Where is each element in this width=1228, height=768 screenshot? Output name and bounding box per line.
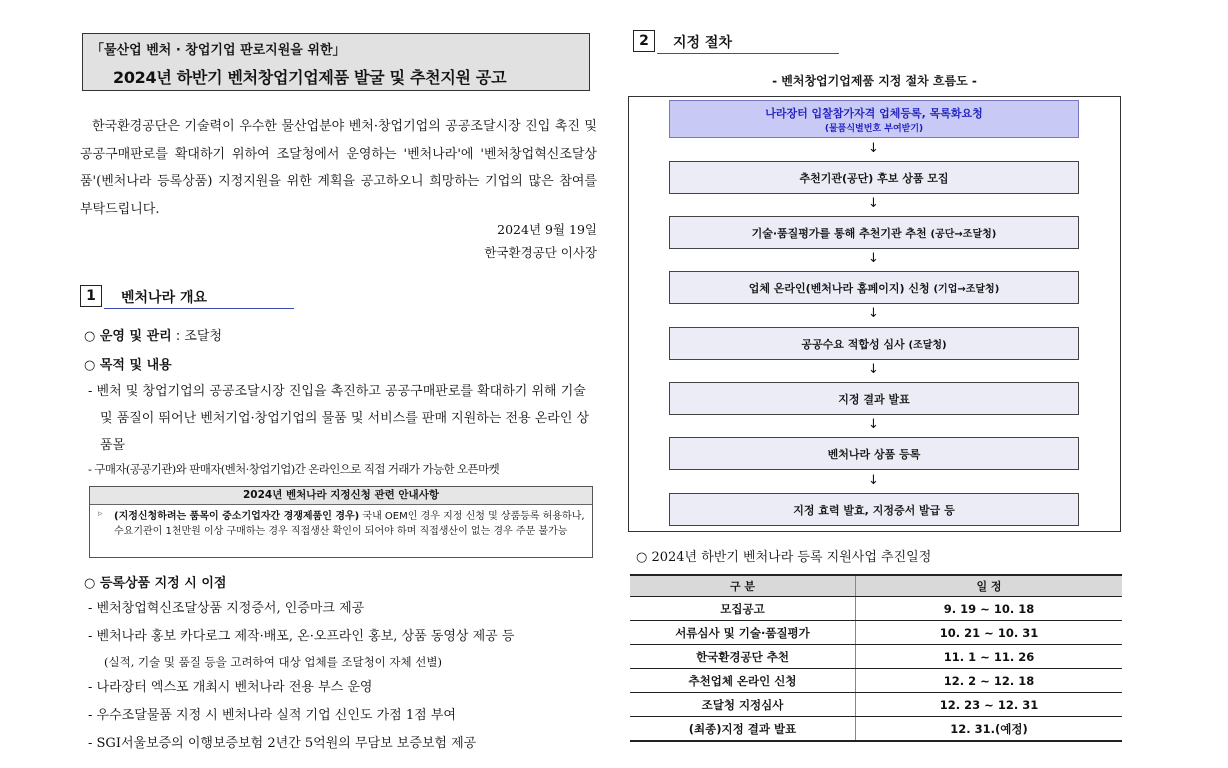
purpose-label: ○ 목적 및 내용 [84, 358, 172, 373]
schedule-header-period: 일 정 [856, 575, 1123, 597]
flow-step-2 [669, 161, 1079, 194]
flow-arrow-icon: ↓ [868, 251, 879, 266]
flow-step-8 [669, 493, 1079, 526]
schedule-header-row [630, 575, 1122, 597]
section-2-underline [657, 53, 839, 54]
flow-step-6-label: 지정 결과 발표 [838, 392, 910, 406]
flow-step-5-text [670, 336, 1078, 352]
flow-step-3-sublabel: (공단→조달청) [930, 228, 997, 240]
schedule-period: 11. 1 ~ 11. 26 [856, 645, 1123, 669]
benefit-item-4: - 우수조달물품 지정 시 벤처나라 실적 기업 신인도 가점 1점 부여 [88, 708, 456, 723]
announcement-date: 2024년 9월 19일 [497, 222, 597, 237]
purpose-item-2: - 구매자(공공기관)와 판매자(벤처·창업기업)간 온라인으로 직접 거래가 가능한 오픈마켓 [88, 462, 500, 476]
table-row [630, 597, 1122, 621]
flow-step-4-text [670, 280, 1078, 296]
flow-step-4-sublabel: (기업→조달청) [933, 283, 1000, 295]
schedule-category: 추천업체 온라인 신청 [630, 669, 856, 693]
schedule-period: 12. 2 ~ 12. 18 [856, 669, 1123, 693]
operation-label: ○ 운영 및 관리 [84, 329, 172, 344]
flow-step-1 [669, 100, 1079, 138]
purpose-item-1: - 벤처 및 창업기업의 공공조달시장 진입을 촉진하고 공공구매판로를 확대하기 위해 기술 및 품질이 뛰어난 벤처기업·창업기업의 물품 및 서비스를 판매 지원하는 전용 온라인 상품몰 [88, 384, 590, 453]
schedule-period: 9. 19 ~ 10. 18 [856, 597, 1123, 621]
section-2-number: 2 [633, 30, 655, 52]
flow-arrow-icon: ↓ [868, 362, 879, 377]
schedule-category: 조달청 지정심사 [630, 693, 856, 717]
section-2-title: 지정 절차 [673, 35, 732, 51]
schedule-period: 12. 23 ~ 12. 31 [856, 693, 1123, 717]
benefit-item-2-note: (실적, 기술 및 품질 등을 고려하여 대상 업체를 조달청이 자체 선별) [104, 655, 443, 669]
table-row [630, 717, 1122, 742]
flow-step-5 [669, 327, 1079, 360]
notice-title-box [82, 33, 590, 91]
operation-bullet [84, 325, 222, 344]
schedule-header-category: 구 분 [630, 575, 856, 597]
schedule-title: ○ 2024년 하반기 벤처나라 등록 지원사업 추진일정 [636, 550, 932, 565]
schedule-table [630, 574, 1122, 742]
schedule-category: 한국환경공단 추천 [630, 645, 856, 669]
schedule-category: 모집공고 [630, 597, 856, 621]
flow-step-1-sublabel: (물품식별번호 부여받기) [824, 123, 924, 134]
section-1-underline [104, 308, 294, 309]
schedule-category: (최종)지정 결과 발표 [630, 717, 856, 742]
section-1-number: 1 [80, 285, 102, 307]
notice-box-header: 2024년 벤처나라 지정신청 관련 안내사항 [90, 487, 592, 505]
flow-step-3-text [670, 225, 1078, 241]
flow-step-6 [669, 382, 1079, 415]
flow-step-3 [669, 216, 1079, 249]
flow-arrow-icon: ↓ [868, 473, 879, 488]
section-1-title: 벤처나라 개요 [121, 290, 208, 306]
flow-arrow-icon: ↓ [868, 306, 879, 321]
flow-arrow-icon: ↓ [868, 141, 879, 156]
flow-step-8-label: 지정 효력 발효, 지정증서 발급 등 [793, 503, 955, 517]
flow-step-7-label: 벤처나라 상품 등록 [827, 447, 921, 461]
notice-bold-text: (지정신청하려는 품목이 중소기업자간 경쟁제품인 경우) [114, 511, 360, 522]
benefit-item-3: - 나라장터 엑스포 개최시 벤처나라 전용 부스 운영 [88, 680, 373, 695]
flow-step-1-label: 나라장터 입찰참가자격 업체등록, 목록화요청 [765, 106, 983, 120]
flow-step-2-label: 추천기관(공단) 후보 상품 모집 [799, 171, 949, 185]
notice-title: 2024년 하반기 벤처창업기업제품 발굴 및 추천지원 공고 [113, 68, 507, 87]
flow-step-5-label: 공공수요 적합성 심사 [801, 337, 905, 351]
flow-step-4-label: 업체 온라인(벤처나라 홈페이지) 신청 [748, 281, 930, 295]
benefit-item-1: - 벤처창업혁신조달상품 지정증서, 인증마크 제공 [88, 601, 365, 616]
notice-box [89, 486, 593, 558]
table-row [630, 669, 1122, 693]
schedule-category: 서류심사 및 기술·품질평가 [630, 621, 856, 645]
announcer-signature: 한국환경공단 이사장 [484, 245, 597, 260]
benefit-item-2: - 벤처나라 홍보 카다로그 제작·배포, 온·오프라인 홍보, 상품 동영상 제공 등 [88, 629, 515, 644]
flow-step-4 [669, 271, 1079, 304]
operation-value: : 조달청 [171, 329, 223, 344]
flow-step-7 [669, 437, 1079, 470]
table-row [630, 621, 1122, 645]
benefit-item-5: - SGI서울보증의 이행보증보험 2년간 5억원의 무담보 보증보험 제공 [88, 736, 477, 751]
notice-marker-icon: ▹ [98, 509, 103, 519]
intro-paragraph: 한국환경공단은 기술력이 우수한 물산업분야 벤처·창업기업의 공공조달시장 진입 촉진 및 공공구매판로를 확대하기 위하여 조달청에서 운영하는 '벤처나라'에 '벤처창업혁신조달상품'(벤처나라 등록상품) 지정지원을 위한 계획을 공고하오니 희망하는 기업의 많은 참여를 부탁드립니다. [80, 119, 597, 217]
flow-step-3-label: 기술·품질평가를 통해 추천기관 추천 [751, 226, 927, 240]
schedule-period: 12. 31.(예정) [856, 717, 1123, 742]
benefit-label: ○ 등록상품 지정 시 이점 [84, 576, 227, 591]
flow-chart-title: - 벤처창업기업제품 지정 절차 흐름도 - [772, 74, 977, 88]
notice-box-body [114, 509, 588, 539]
table-row [630, 645, 1122, 669]
flow-step-5-sublabel: (조달청) [908, 339, 947, 351]
notice-text: 국내 OEM인 경우 지정 신청 및 상품등록 허용하나, 수요기관이 1천만원 이상 구매하는 경우 직접생산 확인이 되어야 하며 직접생산이 없는 경우 주문 불가능 [114, 511, 585, 537]
flow-arrow-icon: ↓ [868, 196, 879, 211]
schedule-period: 10. 21 ~ 10. 31 [856, 621, 1123, 645]
notice-subtitle: 「물산업 벤처 · 창업기업 판로지원을 위한」 [91, 43, 346, 58]
flow-arrow-icon: ↓ [868, 417, 879, 432]
table-row [630, 693, 1122, 717]
